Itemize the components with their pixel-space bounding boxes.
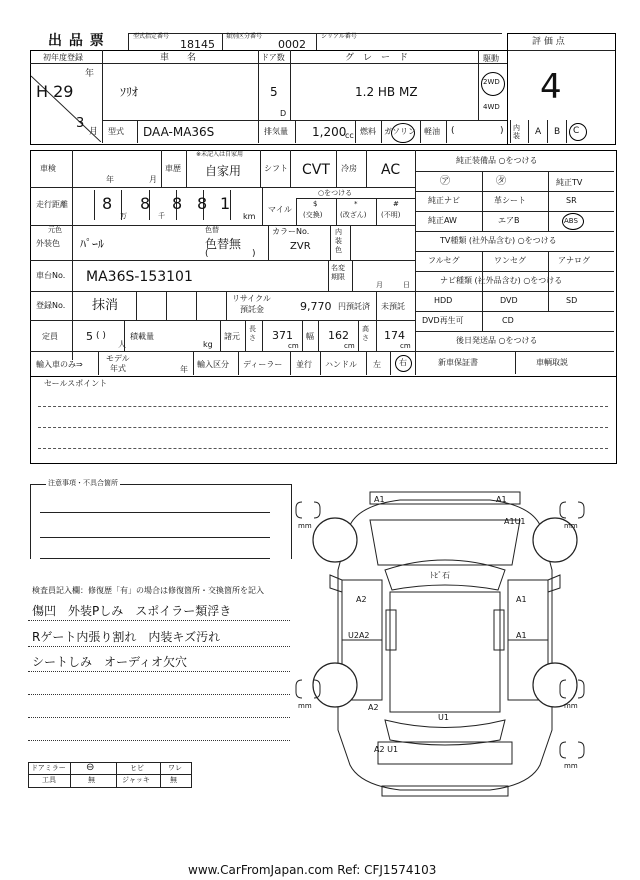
length-label: 長さ <box>249 325 256 342</box>
dims-label: 諸元 <box>224 332 240 341</box>
load-label: 積載量 <box>130 332 154 341</box>
navi-hdd: HDD <box>434 296 453 305</box>
recycle-unit: 円預託済 <box>338 302 370 311</box>
history-note: ※未記入は自家用 <box>196 151 244 158</box>
genuine-item-aw: 純正AW <box>428 216 457 225</box>
model-value: DAA-MA36S <box>143 125 215 139</box>
displacement-value: 1,200 <box>312 125 347 139</box>
chassis-label: 車台No. <box>36 271 66 280</box>
later-title: 後日発送品 ○をつける <box>456 336 538 345</box>
class-no: 0002 <box>278 38 306 51</box>
mm-spare: mm <box>564 762 578 770</box>
color-no-value: ZVR <box>290 241 311 252</box>
crack-label: ヒビ <box>130 764 144 772</box>
damage-label-right-front-door: A1 <box>516 595 527 604</box>
tool-value: 無 <box>88 776 95 784</box>
fuel-label: 燃料 <box>360 127 376 136</box>
interior-b: B <box>554 127 561 137</box>
first-reg-label: 初年度登録 <box>43 53 83 62</box>
class-label: 類別区分番号 <box>226 33 263 40</box>
displacement-label: 排気量 <box>264 127 288 136</box>
capacity-paren: ( ) <box>96 331 106 341</box>
jack-value: 無 <box>170 776 177 784</box>
mileage-label: 走行距離 <box>36 200 68 209</box>
recycle-label-1: リサイクル <box>232 294 271 303</box>
navi-dvd: DVD <box>500 296 518 305</box>
recycle-unpaid: 未預託 <box>381 302 405 311</box>
recycle-amount: 9,770 <box>300 300 332 313</box>
damage-label-windshield: ﾄﾋﾞ石 <box>430 571 450 580</box>
reg-no-value: 抹消 <box>92 298 119 313</box>
doors-label: ドア数 <box>261 53 285 62</box>
name-change-day: 日 <box>403 281 410 289</box>
genuine-item-sr: SR <box>566 196 577 205</box>
damage-label-rear-bumper: A2 U1 <box>374 745 399 754</box>
genuine-item-ps: ㋐ <box>440 176 450 187</box>
inspector-note-3: シートしみ オーディオ欠穴 <box>32 655 188 669</box>
car-name-label: 車 名 <box>160 53 197 63</box>
car-name: ｿﾘｵ <box>120 85 139 99</box>
mileage-sen-unit: 千 <box>158 212 165 220</box>
genuine-item-abs: ABS <box>564 217 578 225</box>
fuel-other-close: ) <box>500 126 504 136</box>
orig-color-label: 元色 <box>48 226 62 234</box>
interior-a: A <box>535 127 542 137</box>
jack-label: ジャッキ <box>122 776 150 784</box>
exterior-color-value: ﾊﾟｰﾙ <box>80 237 105 251</box>
inspection-year-unit: 年 <box>106 175 114 184</box>
name-change-month: 月 <box>376 281 383 289</box>
model-year-unit: 年 <box>180 365 188 374</box>
height-label: 高さ <box>362 325 369 342</box>
mm-front-right: mm <box>564 522 578 530</box>
genuine-item-airbag: エアB <box>498 216 520 225</box>
mileage-unit: km <box>243 212 256 221</box>
damage-label-left-rear-door: U2A2 <box>348 631 370 640</box>
height-value: 174 <box>384 329 405 342</box>
height-unit: cm <box>400 342 411 350</box>
doors-value: 5 <box>270 85 278 99</box>
damage-label-front-bumper-right: A1 <box>496 495 507 504</box>
mileage-digit-4: 8 <box>197 194 208 213</box>
type-cert-no: 18145 <box>180 38 215 51</box>
navi-sd: SD <box>566 296 578 305</box>
tool-label: 工具 <box>42 776 56 784</box>
first-reg-era: H 29 <box>36 82 74 101</box>
displacement-unit: cc <box>345 131 354 140</box>
import-class-label: 輸入区分 <box>197 360 229 369</box>
tv-full: フルセグ <box>428 256 460 265</box>
drive-2wd: 2WD <box>483 78 500 86</box>
model-year-label-2: 年式 <box>110 364 126 373</box>
damage-label-left-front-door: A2 <box>356 595 367 604</box>
mileage-digit-2: 8 <box>140 194 151 213</box>
mileage-man-unit: 万 <box>120 212 127 220</box>
tv-title: TV種類 (社外品含む) ○をつける <box>440 236 557 245</box>
width-unit: cm <box>344 342 355 350</box>
first-reg-year-unit: 年 <box>85 69 95 79</box>
drive-4wd: 4WD <box>483 103 500 111</box>
reg-no-label: 登録No. <box>36 301 66 310</box>
door-mirror-value: ⊖ <box>86 762 95 773</box>
inspection-label: 車検 <box>40 164 56 173</box>
history-value: 自家用 <box>205 164 242 178</box>
model-label: 型式 <box>108 127 124 136</box>
drive-label: 駆動 <box>483 54 499 63</box>
capacity-label: 定員 <box>42 332 58 341</box>
shift-value: CVT <box>302 162 330 178</box>
capacity-value: 5 <box>86 330 93 343</box>
first-reg-month-unit: 月 <box>89 127 99 137</box>
first-reg-month: 3 <box>76 116 85 131</box>
damage-label-rear-left: A2 <box>368 703 379 712</box>
genuine-item-navi: 純正ナビ <box>428 196 460 205</box>
load-unit: kg <box>203 340 213 349</box>
type-cert-label: 型式指定番号 <box>133 33 170 40</box>
genuine-item-pw: ㋟ <box>496 176 506 187</box>
tv-analog: アナログ <box>558 256 590 265</box>
footer-ref: www.CarFromJapan.com Ref: CFJ1574103 <box>188 863 437 877</box>
navi-cd: CD <box>502 316 514 325</box>
genuine-item-leather: 革シート <box>494 196 526 205</box>
altered-label: (改ざん) <box>340 211 367 219</box>
inspector-note-2: Rゲート内張り割れ 内装キズ汚れ <box>32 630 221 644</box>
exchange-sym: $ <box>313 200 318 208</box>
color-paren-close: ) <box>252 249 256 259</box>
mm-front-left: mm <box>298 522 312 530</box>
model-year-label-1: モデル <box>106 354 130 363</box>
altered-sym: * <box>354 200 358 208</box>
capacity-unit: 人 <box>118 340 126 349</box>
damage-label-rear-center: U1 <box>438 713 449 722</box>
interior-label: 内装 <box>513 124 520 140</box>
recycle-label-2: 預託金 <box>240 305 264 314</box>
mile-label: マイル <box>268 205 292 214</box>
navi-title: ナビ種類 (社外品含む) ○をつける <box>440 276 563 285</box>
equipment-panel <box>416 151 614 374</box>
ac-label: 冷房 <box>341 164 357 173</box>
color-paren-open: ( <box>205 249 209 259</box>
mileage-check-note: ○をつける <box>318 189 353 197</box>
interior-c: C <box>573 126 580 136</box>
fuel-other-open: ( <box>451 126 455 136</box>
inspection-month-unit: 月 <box>149 175 157 184</box>
notes-title: 注意事項・不具合箇所 <box>48 479 118 487</box>
later-warranty: 新車保証書 <box>438 358 478 367</box>
history-label: 車歴 <box>165 164 181 173</box>
ac-value: AC <box>381 162 401 178</box>
fuel-gasoline: ガソリン <box>384 127 416 136</box>
navi-dvd-play: DVD再生可 <box>422 316 464 325</box>
interior-color-label: 内装色 <box>335 228 342 254</box>
grade-value: 1.2 HB MZ <box>355 85 418 99</box>
score-label: 評 価 点 <box>532 37 565 47</box>
sheet-title: 出 品 票 <box>48 33 105 49</box>
color-change-value: 色替無 <box>205 237 242 251</box>
break-label: ワレ <box>168 764 182 772</box>
doors-suffix: D <box>280 109 287 118</box>
handle-label: ハンドル <box>325 360 357 369</box>
mileage-digit-5: 1 <box>220 194 231 213</box>
tv-one: ワンセグ <box>494 256 526 265</box>
damage-label-right-rear-door: A1 <box>516 631 527 640</box>
length-unit: cm <box>288 342 299 350</box>
unknown-label: (不明) <box>381 211 401 219</box>
name-change-label: 名変期限 <box>331 264 345 281</box>
color-change-label: 色替 <box>205 226 219 234</box>
inspector-title: 検査員記入欄：修復歴「有」の場合は修復箇所・交換箇所を記入 <box>32 586 264 595</box>
shift-label: シフト <box>264 164 288 173</box>
genuine-item-tv: 純正TV <box>556 178 583 187</box>
car-damage-diagram <box>290 480 600 810</box>
serial-label: シリアル番号 <box>321 33 357 40</box>
width-value: 162 <box>328 329 349 342</box>
mileage-digit-3: 8 <box>172 194 183 213</box>
import-parallel: 並行 <box>296 360 312 369</box>
mm-rear-right: mm <box>564 702 578 710</box>
door-mirror-label: ドアミラー <box>31 764 66 772</box>
damage-label-front-bumper-left: A1 <box>374 495 385 504</box>
grade-label: グ レ ー ド <box>345 53 409 63</box>
color-no-label: カラーNo. <box>272 227 310 236</box>
handle-right: 右 <box>399 358 407 367</box>
fuel-diesel: 軽油 <box>424 127 440 136</box>
mileage-digit-1: 8 <box>102 194 113 213</box>
width-label: 幅 <box>306 332 314 341</box>
damage-label-hood-right: A1U1 <box>504 517 526 526</box>
import-label: 輸入車のみ⇒ <box>36 360 83 369</box>
exchange-label: (交換) <box>303 211 323 219</box>
unknown-sym: # <box>393 200 399 208</box>
inspector-note-1: 傷凹 外装Pしみ スポイラー類浮き <box>32 604 232 618</box>
sales-point-label: セールスポイント <box>44 379 108 388</box>
score-value: 4 <box>540 67 562 107</box>
import-dealer: ディーラー <box>243 360 283 369</box>
genuine-title: 純正装備品 ○をつける <box>456 156 538 165</box>
length-value: 371 <box>272 329 293 342</box>
exterior-color-label: 外装色 <box>36 239 60 248</box>
later-manual: 車輌取説 <box>536 358 568 367</box>
chassis-value: MA36S-153101 <box>86 269 193 285</box>
mm-rear-left: mm <box>298 702 312 710</box>
handle-left: 左 <box>373 360 381 369</box>
